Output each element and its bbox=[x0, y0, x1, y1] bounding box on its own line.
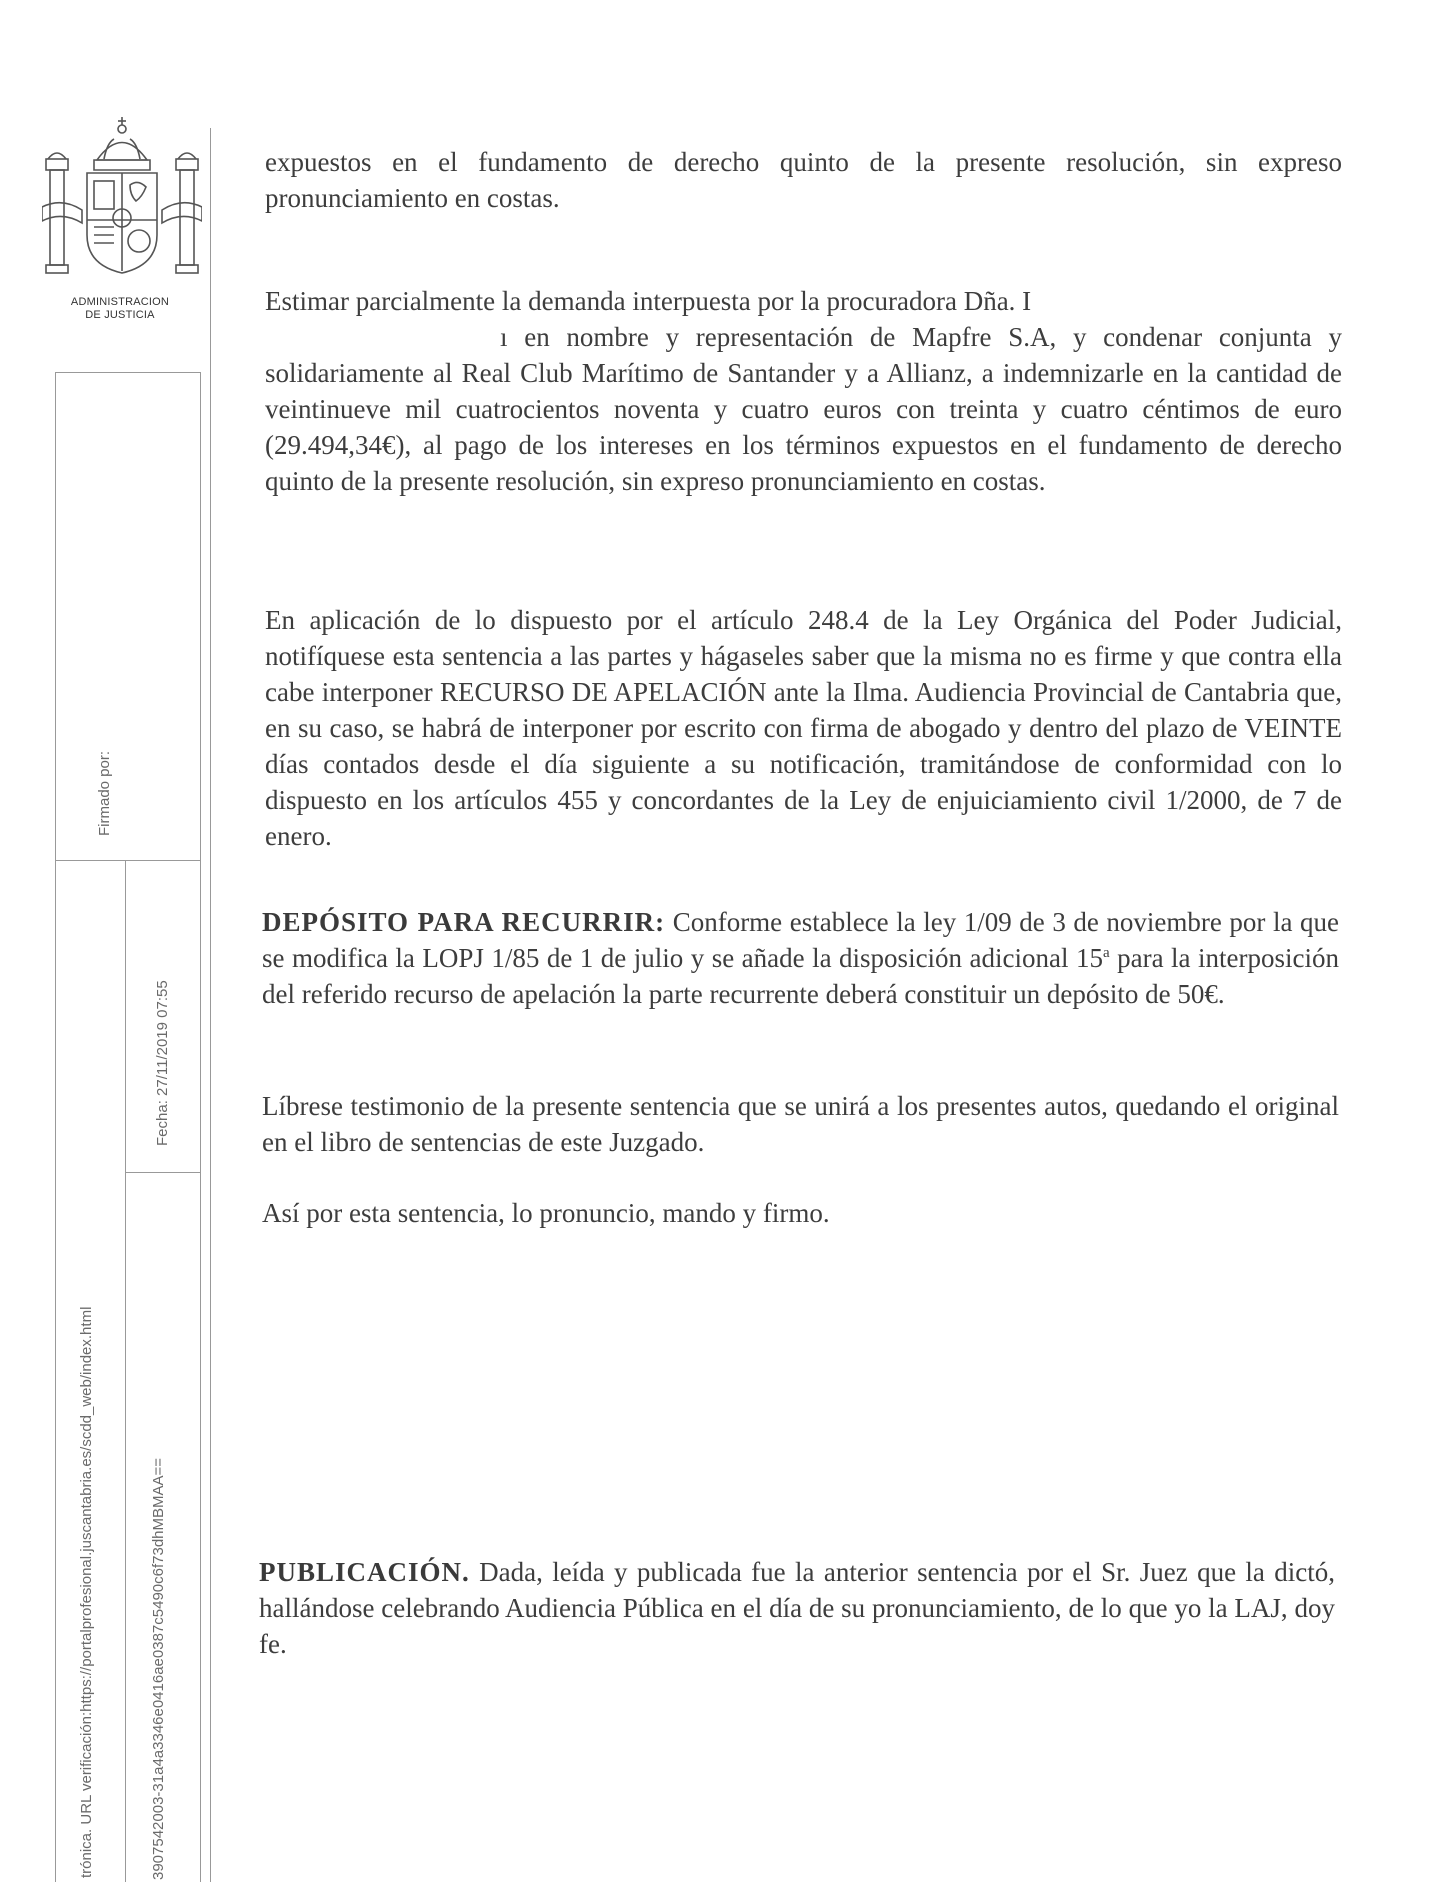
publication-heading: PUBLICACIÓN. bbox=[259, 1557, 470, 1587]
signed-by-label: Firmado por: bbox=[96, 750, 113, 836]
margin-box-top bbox=[55, 372, 201, 373]
publication-text: Dada, leída y publicada fue la anterior sentencia por el Sr. Juez que la dictó, hallándose celebrando Audiencia Pública en el día de su pronunciamiento, de lo que yo la LAJ, doy fe. bbox=[259, 1557, 1335, 1659]
margin-box-separator-2 bbox=[125, 1172, 201, 1173]
margin-box-left bbox=[55, 372, 56, 1882]
deposit-superscript: a bbox=[1102, 945, 1110, 961]
deposit-text-1: Conforme establece la ley 1/09 de 3 de noviembre por la que se modifica la LOPJ 1/85 de 1 de julio y se añade la disposición adicional 15 bbox=[262, 907, 1339, 973]
agency-line-1: ADMINISTRACION bbox=[70, 296, 170, 308]
signature-date: Fecha: 27/11/2019 07:55 bbox=[154, 980, 171, 1146]
deposit-paragraph bbox=[262, 904, 1339, 1012]
paragraph-costs: expuestos en el fundamento de derecho quinto de la presente resolución, sin expreso pronunciamiento en costas. bbox=[265, 147, 1342, 213]
margin-divider bbox=[210, 128, 211, 1882]
ruling-paragraph bbox=[265, 283, 1342, 499]
agency-line-2: DE JUSTICIA bbox=[85, 309, 155, 321]
publication-paragraph bbox=[259, 1554, 1335, 1662]
deposit-heading: DEPÓSITO PARA RECURRIR: bbox=[262, 907, 666, 937]
agency-name bbox=[40, 296, 200, 322]
margin-box-right bbox=[200, 372, 201, 1882]
ruling-text: ı en nombre y representación de Mapfre S.A, y condenar conjunta y solidariamente al Real Club Marítimo de Santander y a Allianz, a indemnizarle en la cantidad de veintinueve mil cuatrocientos noventa y cuatro euros con treinta y cuatro céntimos de euro (29.494,34€), al pago de los intereses en los términos expuestos en el fundamento de derecho quinto de la presente resolución, sin expreso pronunciamiento en costas. bbox=[265, 322, 1342, 496]
verification-code: 3907542003-31a4a3346e0416ae0387c5490c6f73dhMBMAA== bbox=[150, 1457, 167, 1880]
verification-url: trónica. URL verificación:https://portalprofesional.juscantabria.es/scdd_web/index.html bbox=[78, 1306, 95, 1878]
closing-line: Así por esta sentencia, lo pronuncio, mando y firmo. bbox=[262, 1198, 830, 1228]
appeal-notice: En aplicación de lo dispuesto por el artículo 248.4 de la Ley Orgánica del Poder Judicial, notifíquese esta sentencia a las partes y hágaseles saber que la misma no es firme y que contra ella cabe interponer RECURSO DE APELACIÓN ante la Ilma. Audiencia Provincial de Cantabria que, en su caso, se habrá de interponer por escrito con firma de abogado y dentro del plazo de VEINTE días contados desde el día siguiente a su notificación, tramitándose de conformidad con lo dispuesto en los artículos 455 y concordantes de la Ley de enjuiciamiento civil 1/2000, de 7 de enero. bbox=[265, 605, 1342, 851]
margin-box-separator-1 bbox=[55, 860, 201, 861]
testimony-paragraph: Líbrese testimonio de la presente sentencia que se unirá a los presentes autos, quedando el original en el libro de sentencias de este Juzgado. bbox=[262, 1091, 1339, 1157]
margin-box-inner bbox=[125, 860, 126, 1882]
coat-of-arms-icon bbox=[42, 115, 202, 285]
deposit-text-2: para la interposición del referido recurso de apelación la parte recurrente deberá constituir un depósito de 50€. bbox=[262, 943, 1339, 1009]
ruling-first-line: Estimar parcialmente la demanda interpuesta por la procuradora Dña. I bbox=[265, 286, 1032, 316]
